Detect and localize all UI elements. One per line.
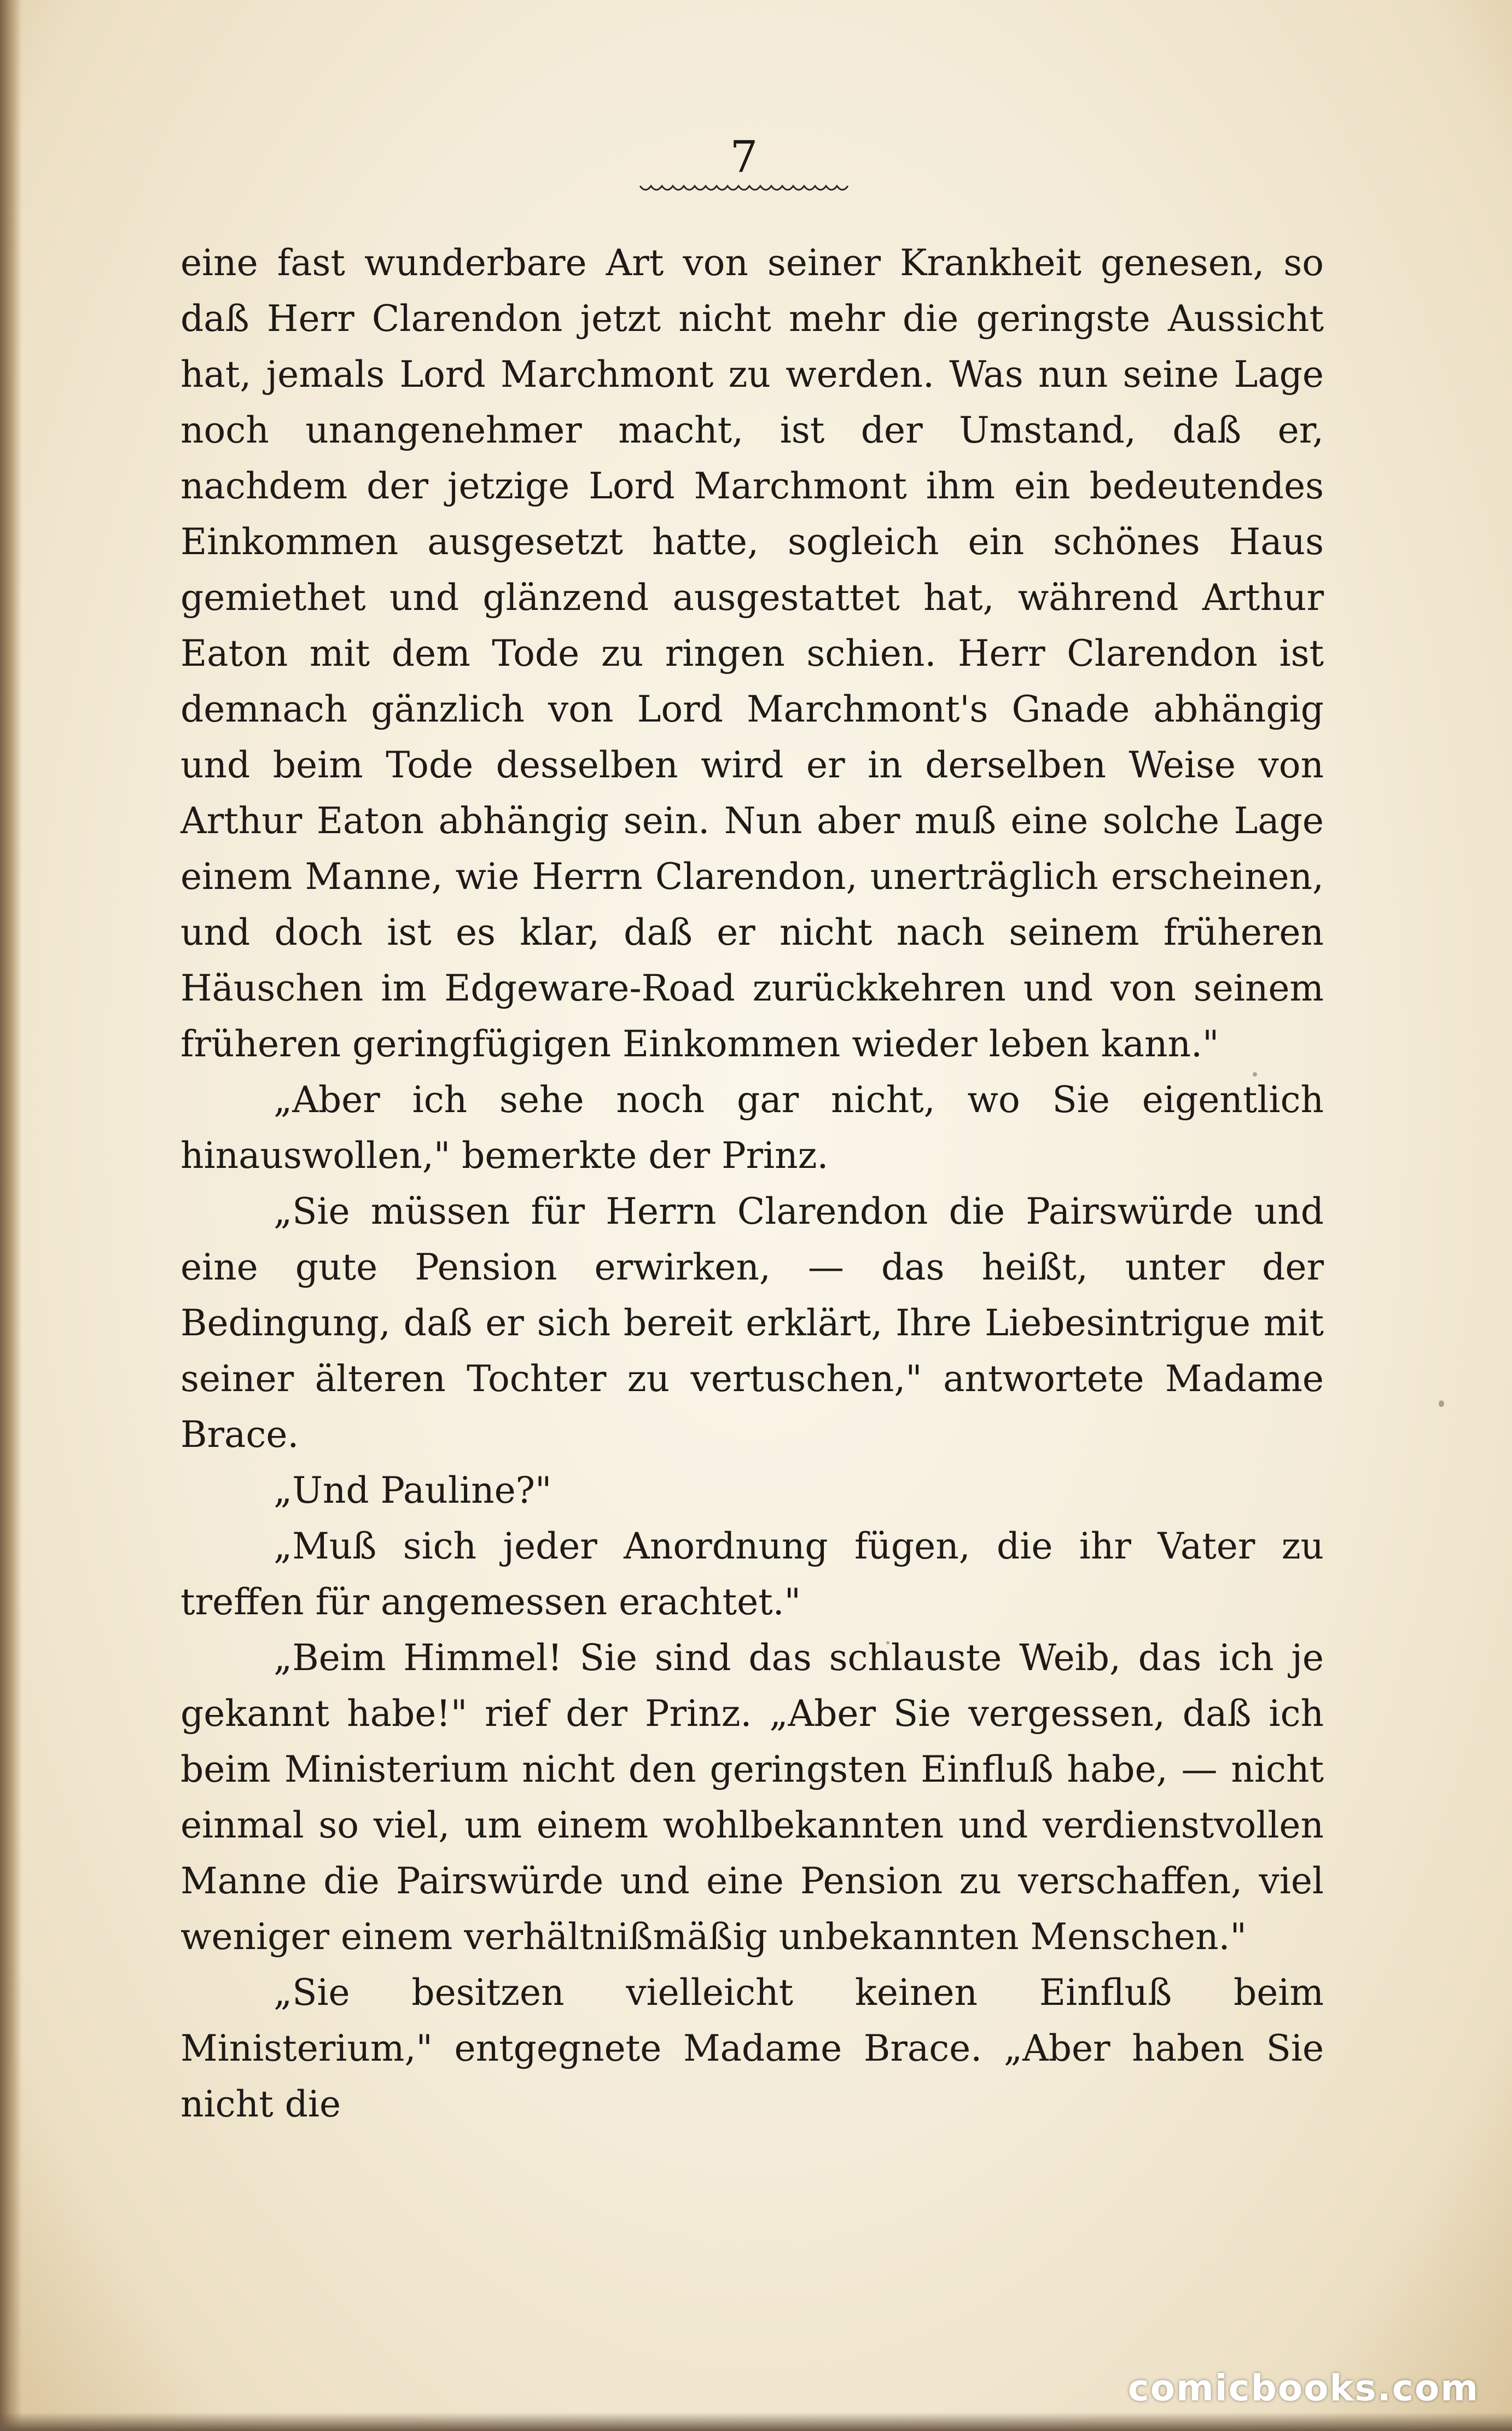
paragraph-1: eine fast wunderbare Art von seiner Krankheit genesen, so daß Herr Clarendon jetzt nicht mehr die geringste Aussicht hat, jemals Lord Marchmont zu werden. Was nun seine Lage noch unangenehmer macht, ist der Umstand, daß er, nachdem der jetzige Lord Marchmont ihm ein bedeutendes Einkommen ausgesetzt hatte, sogleich ein schönes Haus gemiethet und glänzend ausgestattet hat, während Arthur Eaton mit dem Tode zu ringen schien. Herr Clarendon ist demnach gänzlich von Lord Marchmont's Gnade abhängig und beim Tode desselben wird er in derselben Weise von Arthur Eaton abhängig sein. Nun aber muß eine solche Lage einem Manne, wie Herrn Clarendon, unerträglich erscheinen, und doch ist es klar, daß er nicht nach seinem früheren Häuschen im Edgeware-Road zurückkehren und von seinem früheren geringfügigen Einkommen wieder leben kann." [181,242,1324,1065]
body-text [181,235,1324,2132]
paper-speck [1253,1072,1257,1077]
page-number: 7 [730,131,758,182]
paragraph-7: „Sie besitzen vielleicht keinen Einfluß beim Ministerium," entgegnete Madame Brace. „Aber haben Sie nicht die [181,1971,1324,2125]
paragraph-6: „Beim Himmel! Sie sind das schlauste Weib, das ich je gekannt habe!" rief der Prinz. „Aber Sie vergessen, daß ich beim Ministerium nicht den geringsten Einfluß habe, — nicht einmal so viel, um einem wohlbekannten und verdienstvollen Manne die Pairswürde und eine Pension zu verschaffen, viel weniger einem verhältnißmäßig unbekannten Menschen." [181,1637,1324,1958]
paragraph-3: „Sie müssen für Herrn Clarendon die Pairswürde und eine gute Pension erwirken, — das heißt, unter der Bedingung, daß er sich bereit erklärt, Ihre Liebesintrigue mit seiner älteren Tochter zu vertuschen," antwortete Madame Brace. [181,1190,1324,1456]
paragraph-4: „Und Pauline?" [274,1469,552,1511]
paragraph-2: „Aber ich sehe noch gar nicht, wo Sie eigentlich hinauswollen," bemerkte der Prinz. [181,1079,1324,1177]
page-left-edge-shadow [0,0,22,2431]
paper-speck [1439,1400,1444,1407]
watermark-text: comicbooks.com [1127,2367,1479,2409]
paper-speck [886,1641,889,1644]
page-bottom-edge-shadow [0,2412,1512,2431]
paragraph-5: „Muß sich jeder Anordnung fügen, die ihr Vater zu treffen für angemessen erachtet." [181,1525,1324,1623]
wavy-ornament-divider [635,181,853,197]
